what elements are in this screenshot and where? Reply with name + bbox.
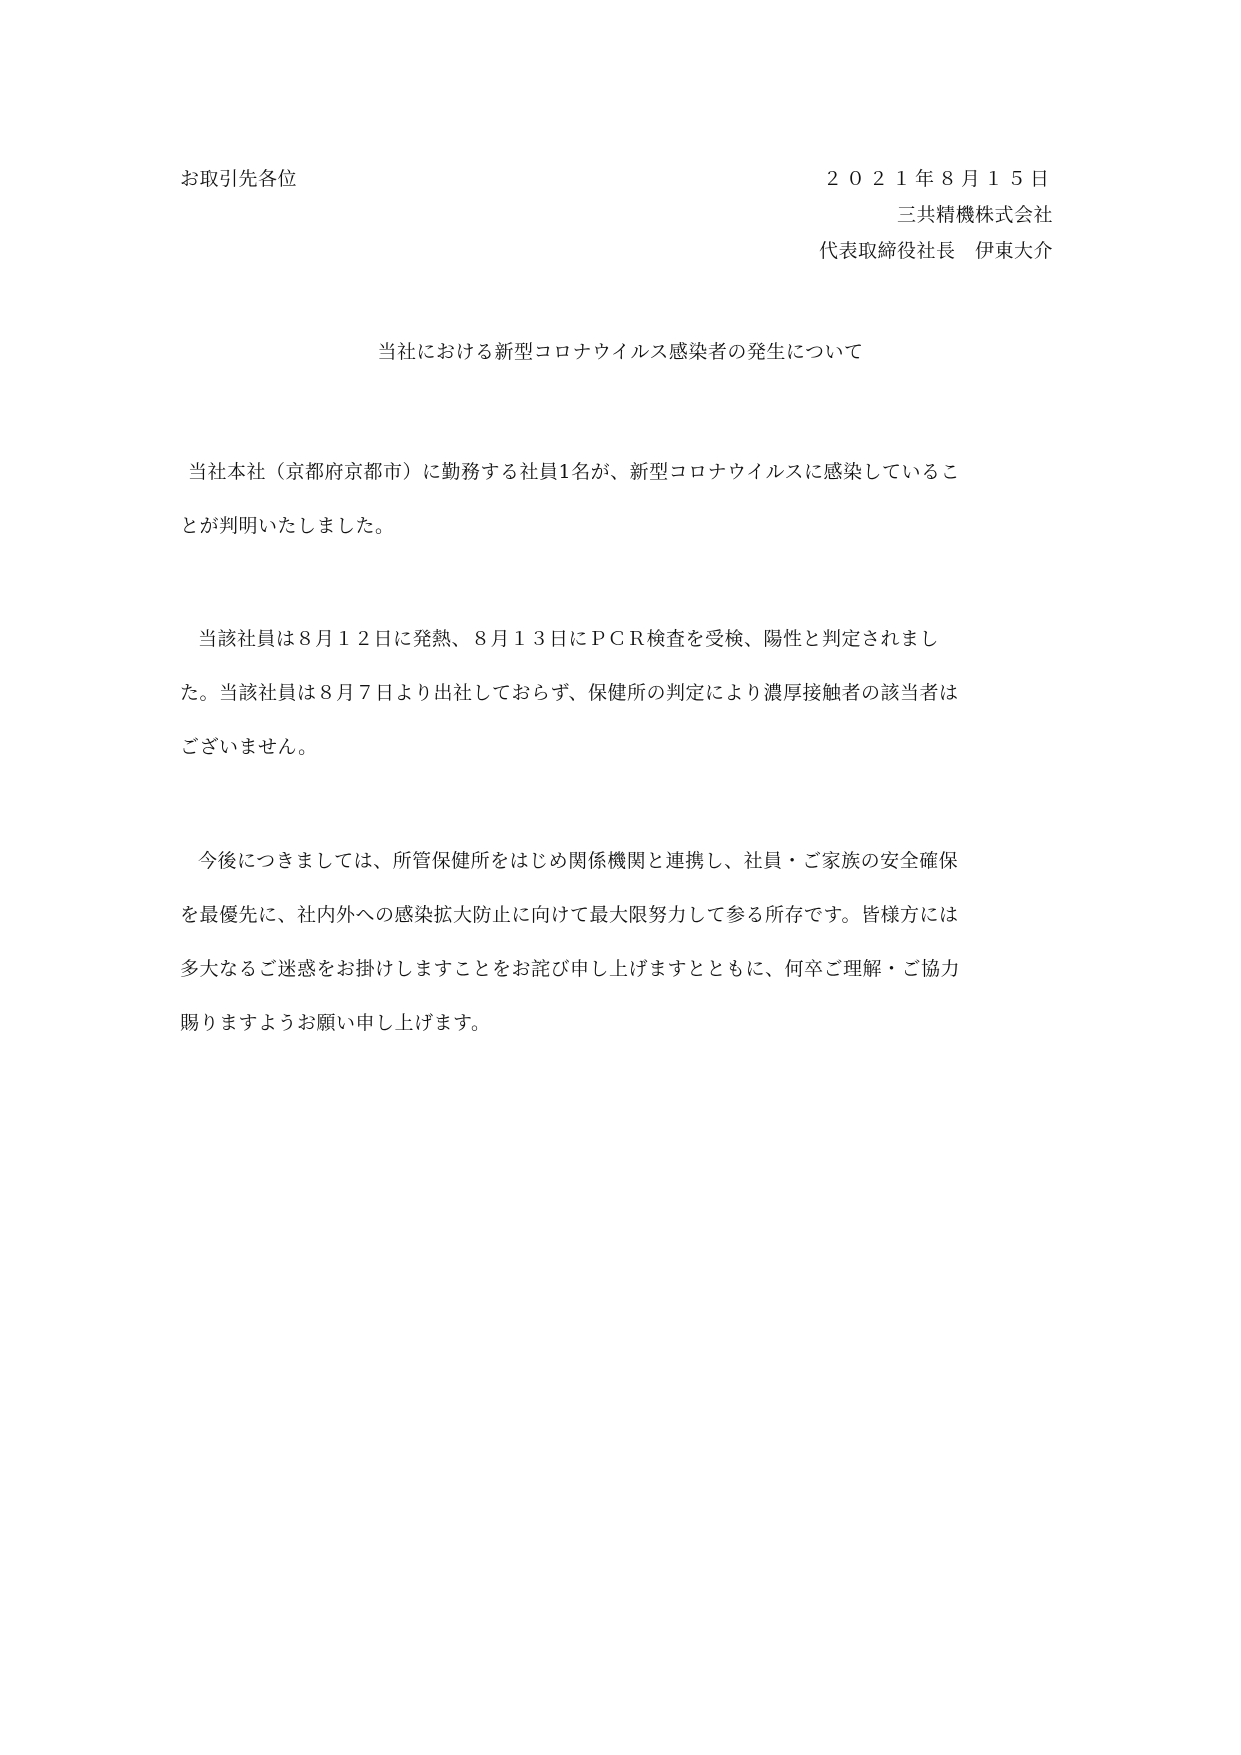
paragraph-2-line-3: ございません。 [180, 736, 318, 758]
paragraph-2-line-2: た。当該社員は８月７日より出社しておらず、保健所の判定により濃厚接触者の該当者は [180, 682, 959, 704]
paragraph-3-line-4: 賜りますようお願い申し上げます。 [180, 1012, 491, 1034]
paragraph-3-line-2: を最優先に、社内外への感染拡大防止に向けて最大限努力して参る所存です。皆様方には [180, 904, 959, 926]
paragraph-1-line-2: とが判明いたしました。 [180, 515, 395, 537]
document-title: 当社における新型コロナウイルス感染者の発生について [377, 341, 864, 363]
document-date: ２０２１年８月１５日 [822, 168, 1053, 190]
addressee: お取引先各位 [180, 168, 298, 190]
paragraph-3-line-3: 多大なるご迷惑をお掛けしますことをお詫び申し上げますとともに、何卒ご理解・ご協力 [180, 958, 961, 980]
paragraph-1-line-1: 当社本社（京都府京都市）に勤務する社員1名が、新型コロナウイルスに感染しているこ [188, 461, 960, 483]
paragraph-3-line-1: 今後につきましては、所管保健所をはじめ関係機関と連携し、社員・ご家族の安全確保 [198, 850, 959, 872]
representative-name: 代表取締役社長 伊東大介 [818, 240, 1053, 262]
paragraph-2-line-1: 当該社員は８月１２日に発熱、８月１３日にＰＣＲ検査を受検、陽性と判定されまし [198, 628, 940, 650]
company-name: 三共精機株式会社 [896, 204, 1053, 226]
